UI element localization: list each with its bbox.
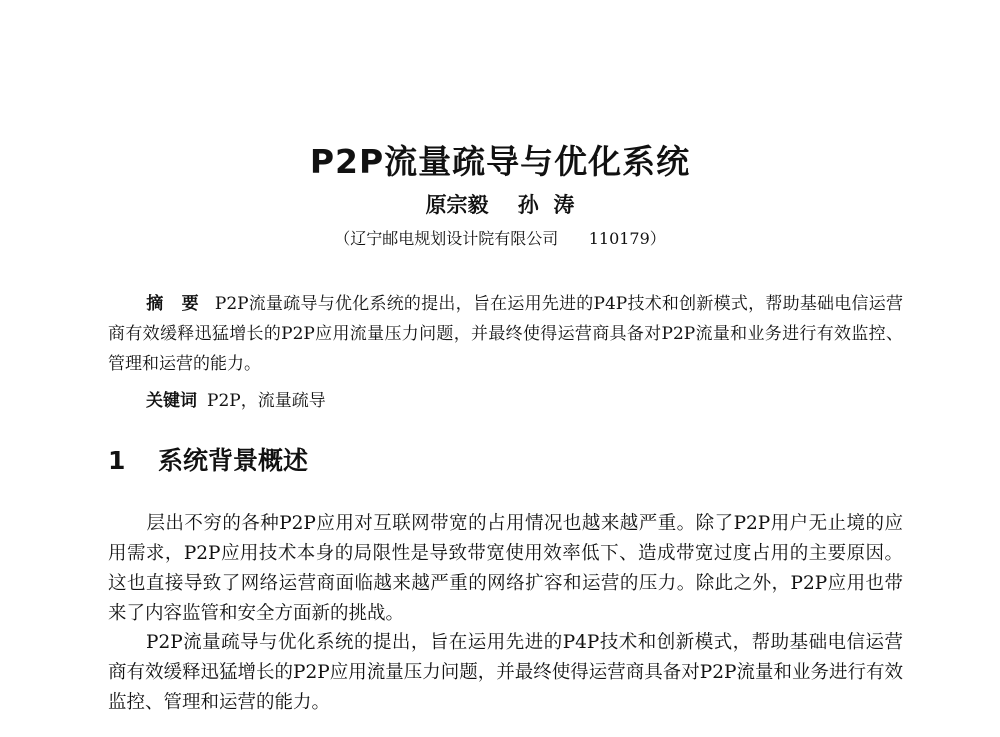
paper-title: P2P流量疏导与优化系统 [309,142,691,181]
keywords-label: 关键词 [146,391,197,411]
section-title: 系统背景概述 [158,446,309,475]
abstract-label: 摘 要 [146,294,205,314]
paper-authors: 原宗毅 孙 涛 [425,193,575,217]
body-paragraph [108,628,903,718]
abstract [108,289,903,379]
abstract-text: P2P流量疏导与优化系统的提出，旨在运用先进的P4P技术和创新模式，帮助基础电信运营商有效缓释迅猛增长的P2P应用流量压力问题，并最终使得运营商具备对P2P流量和业务进行有效监控、管理和运营的能力。 [108,294,904,374]
keywords-text: P2P，流量疏导 [207,391,326,411]
section-number: 1 [108,446,126,475]
paragraph-text: 层出不穷的各种P2P应用对互联网带宽的占用情况也越来越严重。除了P2P用户无止境的应用需求，P2P应用技术本身的局限性是导致带宽使用效率低下、造成带宽过度占用的主要原因。这也直接导致了网络运营商面临越来越严重的网络扩容和运营的压力。除此之外，P2P应用也带来了内容监管和安全方面新的挑战。 [108,513,903,624]
section-heading [108,444,308,478]
keywords [146,387,326,415]
paragraph-text: P2P流量疏导与优化系统的提出，旨在运用先进的P4P技术和创新模式，帮助基础电信运营商有效缓释迅猛增长的P2P应用流量压力问题，并最终使得运营商具备对P2P流量和业务进行有效监控、管理和运营的能力。 [108,632,903,713]
paper-affiliation: （辽宁邮电规划设计院有限公司 110179） [334,229,666,248]
body-paragraph [108,509,903,629]
